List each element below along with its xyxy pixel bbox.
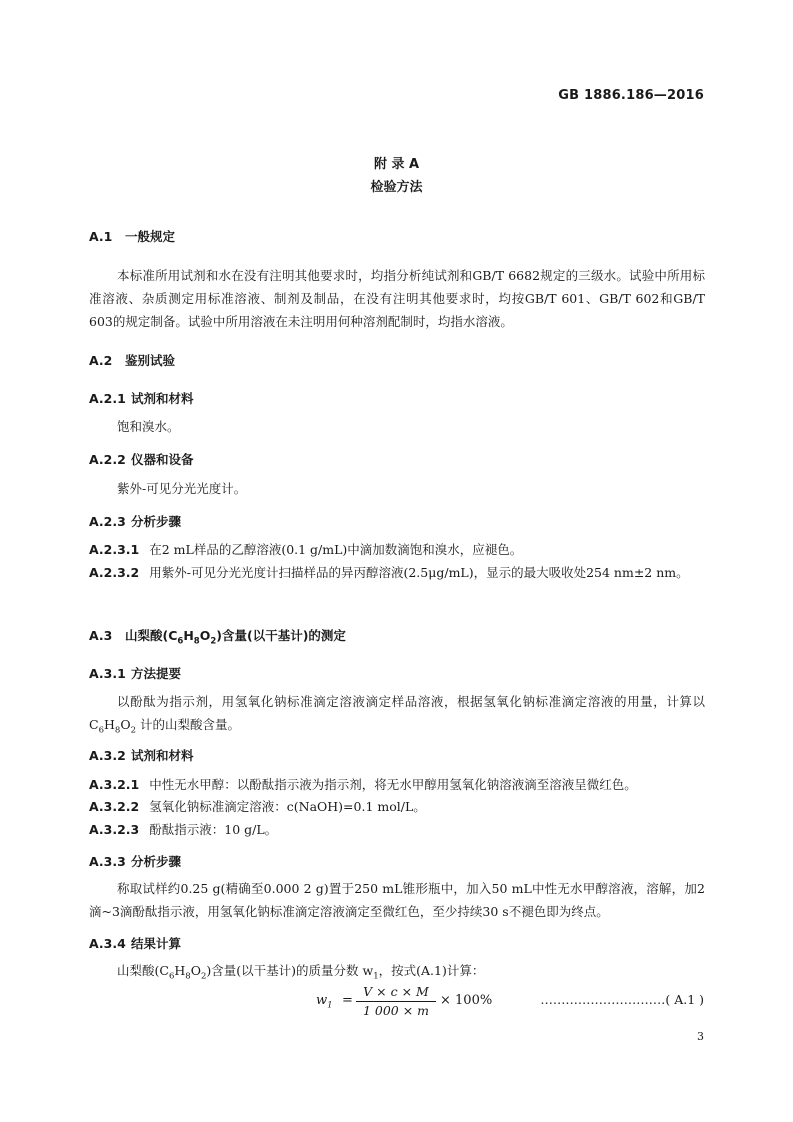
- formula-label: …………………………( A.1 ): [540, 992, 704, 1007]
- item-text: 用紫外-可见分光光度计扫描样品的异丙醇溶液(2.5μg/mL)，显示的最大吸收处254 nm±2 nm。: [149, 565, 689, 580]
- standard-number: GB 1886.186—2016: [558, 88, 704, 103]
- section-a31-heading: [89, 664, 181, 682]
- item-a232: [89, 561, 705, 584]
- section-number: A.2.2: [89, 452, 126, 467]
- item-a323: [89, 818, 705, 841]
- formula-multiplier: × 100%: [440, 993, 493, 1008]
- section-number: A.2.3: [89, 514, 126, 529]
- section-title: 仪器和设备: [131, 452, 194, 467]
- section-a21-heading: [89, 389, 194, 407]
- section-a31-text: 以酚酞为指示剂，用氢氧化钠标准滴定溶液滴定样品溶液，根据氢氧化钠标准滴定溶液的用量，计算以 $C_6H_8O_2$ 计的山梨酸含量。: [89, 694, 705, 736]
- section-a33-heading: [89, 852, 181, 870]
- item-text: 中性无水甲醇：以酚酞指示液为指示剂，将无水甲醇用氢氧化钠溶液滴至溶液呈微红色。: [149, 777, 637, 792]
- section-a1-heading: [89, 227, 175, 245]
- item-number: A.2.3.2: [89, 565, 140, 580]
- section-title: 结果计算: [131, 936, 182, 951]
- section-number: A.3.2: [89, 748, 126, 763]
- formula-numerator: V × c × M: [363, 984, 429, 999]
- item-text: 酚酞指示液：10 g/L。: [149, 822, 278, 837]
- section-title: 一般规定: [125, 229, 176, 244]
- section-title: 山梨酸$(C_6H_8O_2)$含量(以干基计)的测定: [125, 628, 346, 647]
- section-number: A.2: [89, 353, 113, 368]
- section-title: 鉴别试验: [125, 353, 176, 368]
- section-a2-heading: [89, 351, 175, 369]
- section-title: 试剂和材料: [131, 748, 194, 763]
- section-number: A.3.1: [89, 666, 126, 681]
- section-number: A.2.1: [89, 391, 126, 406]
- fraction-bar: [356, 1001, 436, 1002]
- section-number: A.1: [89, 229, 113, 244]
- formula-denominator: 1 000 × m: [362, 1003, 430, 1018]
- item-number: A.3.2.3: [89, 822, 140, 837]
- formula-lhs: $w_1$: [316, 993, 333, 1011]
- item-text: 在2 mL样品的乙醇溶液(0.1 g/mL)中滴加数滴饱和溴水，应褪色。: [149, 542, 523, 557]
- section-a34-text: 山梨酸$(C_6H_8O_2)$含量(以干基计)的质量分数 $w_1$，按式(A.1)计算：: [117, 963, 485, 982]
- section-a1-text: 本标准所用试剂和水在没有注明其他要求时，均指分析纯试剂和GB/T 6682规定的三级水。试验中所用标准溶液、杂质测定用标准溶液、制剂及制品，在没有注明其他要求时，均按GB/T 601、GB/T 602和GB/T 603的规定制备。试验中所用溶液在未注明用何种溶剂配制时，均指水溶液。: [89, 268, 705, 329]
- item-a322: [89, 795, 705, 818]
- item-a321: [89, 773, 705, 796]
- section-a21-text: 饱和溴水。: [117, 419, 180, 434]
- section-a22-text: 紫外-可见分光光度计。: [117, 481, 247, 496]
- formula-equals: =: [342, 993, 353, 1008]
- section-title: 试剂和材料: [131, 391, 194, 406]
- section-number: A.3.3: [89, 854, 126, 869]
- section-number: A.3.4: [89, 936, 126, 951]
- section-title: 分析步骤: [131, 514, 182, 529]
- section-title: 分析步骤: [131, 854, 182, 869]
- section-a23-heading: [89, 512, 181, 530]
- section-a3-heading: [89, 626, 346, 647]
- section-a32-heading: [89, 746, 194, 764]
- section-a34-heading: [89, 934, 181, 952]
- item-number: A.3.2.2: [89, 799, 140, 814]
- formula-fraction: [356, 984, 436, 1019]
- section-a22-heading: [89, 450, 194, 468]
- appendix-title: 检验方法: [370, 180, 423, 195]
- item-number: A.3.2.1: [89, 777, 140, 792]
- appendix-label: 附 录 A: [373, 157, 420, 172]
- section-a33-text: 称取试样约0.25 g(精确至0.000 2 g)置于250 mL锥形瓶中，加入50 mL中性无水甲醇溶液，溶解，加2滴~3滴酚酞指示液，用氢氧化钠标准滴定溶液滴定至微红色，至少持续30 s不褪色即为终点。: [89, 881, 705, 919]
- section-number: A.3: [89, 628, 113, 643]
- item-text: 氢氧化钠标准滴定溶液：c(NaOH)=0.1 mol/L。: [149, 799, 426, 814]
- page-number: 3: [697, 1030, 704, 1043]
- item-a231: [89, 538, 705, 561]
- item-number: A.2.3.1: [89, 542, 140, 557]
- section-title: 方法提要: [131, 666, 182, 681]
